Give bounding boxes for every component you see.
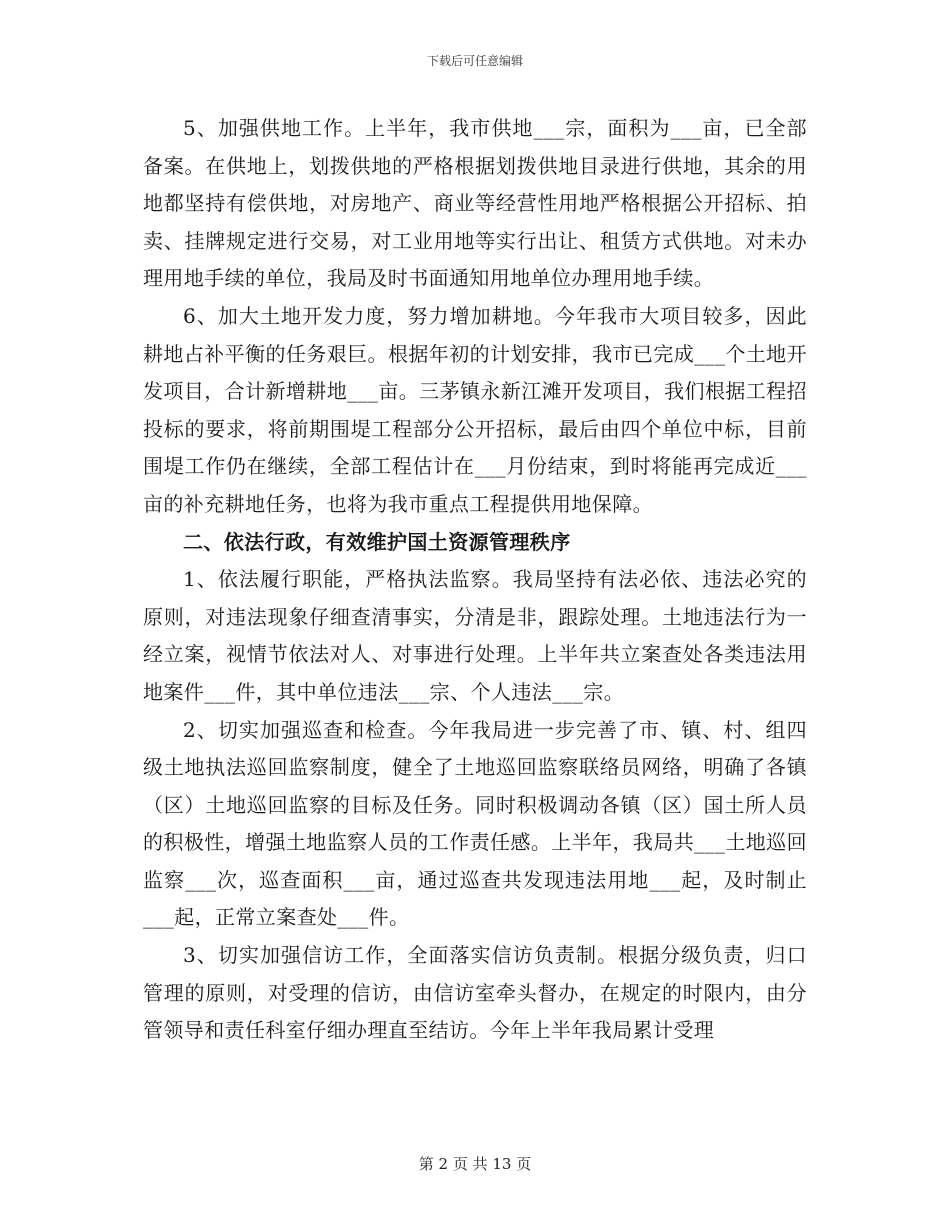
section-paragraph-3-petitions: 3、切实加强信访工作，全面落实信访负责制。根据分级负责，归口管理的原则，对受理的信访，由信访室牵头督办，在规定的时限内，由分管领导和责任科室仔细办理直至结访。今年上半年我局累计受理 [143, 943, 807, 1043]
page-number: 第 2 页 共 13 页 [418, 1155, 532, 1173]
section-paragraph-1-law-enforcement: 1、依法履行职能，严格执法监察。我局坚持有法必依、违法必究的原则，对违法现象仔细查清事实，分清是非，跟踪处理。土地违法行为一经立案，视情节依法对人、对事进行处理。上半年共立案查处各类违法用地案件___件，其中单位违法___宗、个人违法___宗。 [143, 567, 807, 704]
paragraph-5-land-supply: 5、加强供地工作。上半年，我市供地___宗，面积为___亩，已全部备案。在供地上，划拨供地的严格根据划拨供地目录进行供地，其余的用地都坚持有偿供地，对房地产、商业等经营性用地严格根据公开招标、拍卖、挂牌规定进行交易，对工业用地等实行出让、租赁方式供地。对未办理用地手续的单位，我局及时书面通知用地单位办理用地手续。 [143, 116, 807, 291]
paragraph-6-land-development: 6、加大土地开发力度，努力增加耕地。今年我市大项目较多，因此耕地占补平衡的任务艰巨。根据年初的计划安排，我市已完成___个土地开发项目，合计新增耕地___亩。三茅镇永新江滩开发项目，我们根据工程招投标的要求，将前期围堤工程部分公开招标，最后由四个单位中标，目前围堤工作仍在继续，全部工程估计在___月份结束，到时将能再完成近___亩的补充耕地任务，也将为我市重点工程提供用地保障。 [143, 303, 807, 516]
section-heading: 二、依法行政，有效维护国土资源管理秩序 [183, 529, 571, 554]
document-body [143, 110, 807, 1050]
section-paragraph-2-inspection: 2、切实加强巡查和检查。今年我局进一步完善了市、镇、村、组四级土地执法巡回监察制度，健全了土地巡回监察联络员网络，明确了各镇（区）土地巡回监察的目标及任务。同时积极调动各镇（区）国土所人员的积极性，增强土地监察人员的工作责任感。上半年，我局共___土地巡回监察___次，巡查面积___亩，通过巡查共发现违法用地___起，及时制止___起，正常立案查处___件。 [143, 717, 807, 930]
header-note: 下载后可任意编辑 [426, 54, 523, 68]
